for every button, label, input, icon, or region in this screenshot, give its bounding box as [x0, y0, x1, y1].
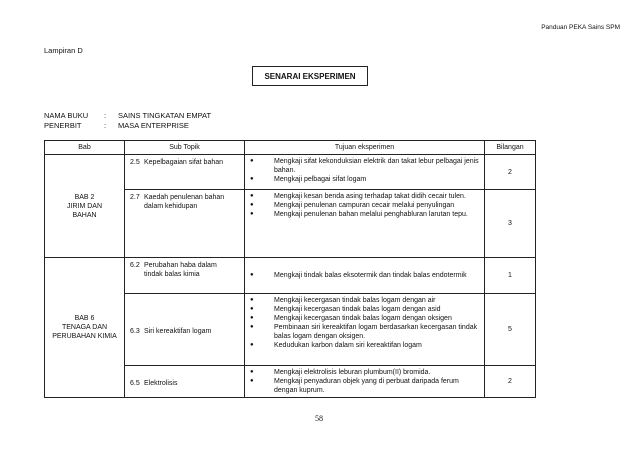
bullet-icon: ● [250, 272, 254, 278]
objective-cell [245, 294, 485, 366]
subtopic-text: Kaedah penulenan bahan dalam kehidupan [144, 194, 225, 210]
objective-text: Pembinaan siri kereaktifan logam berdasarkan kecergasan tindak balas logam dengan oksigen. [274, 324, 478, 340]
list-item [248, 296, 481, 305]
subtopic-cell [125, 190, 245, 258]
objective-text: Mengkaji sifat kekonduksian elektrik dan takat lebur pelbagai jenis bahan. [274, 158, 479, 174]
objective-text: Mengkaji penulenan campuran cecair melalui penyulingan [274, 202, 455, 209]
meta-row-book [44, 111, 211, 120]
bullet-icon: ● [250, 176, 254, 182]
objective-text: Mengkaji pelbagai sifat logam [274, 176, 367, 183]
objective-cell [245, 155, 485, 190]
subtopic-number: 2.7 [130, 194, 140, 201]
list-item [248, 323, 481, 341]
bab-line: BAHAN [72, 211, 97, 219]
subtopic-cell [125, 294, 245, 366]
page-number: 58 [315, 414, 323, 423]
subtopic-cell [125, 366, 245, 398]
page-title: SENARAI EKSPERIMEN [252, 66, 368, 86]
bullet-icon: ● [250, 297, 254, 303]
meta-value: MASA ENTERPRISE [118, 121, 189, 130]
bab-line: BAB 6 [74, 315, 95, 322]
header-subtopik: Sub Topik [125, 141, 245, 155]
table-row [45, 155, 536, 190]
bab-line: PERUBAHAN KIMIA [52, 333, 117, 340]
bab-line: BAB 2 [74, 193, 95, 201]
list-item [248, 192, 481, 201]
bab-line: TENAGA DAN [61, 324, 108, 331]
bab-cell [45, 258, 125, 398]
table-header-row [45, 141, 536, 155]
meta-row-publisher [44, 121, 189, 130]
count-cell: 2 [485, 366, 536, 398]
subtopic-text: Perubahan haba dalam tindak balas kimia [144, 262, 217, 278]
count-cell: 2 [485, 155, 536, 190]
list-item [248, 341, 481, 350]
count-cell: 3 [485, 190, 536, 258]
bab-cell [45, 155, 125, 258]
subtopic-cell [125, 258, 245, 294]
subtopic-number: 6.2 [130, 262, 140, 269]
table-row [45, 258, 536, 294]
list-item [248, 377, 481, 395]
objective-cell [245, 190, 485, 258]
bullet-icon: ● [250, 378, 254, 384]
objective-cell [245, 366, 485, 398]
objective-text: Mengkaji kecergasan tindak balas logam dengan oksigen [274, 315, 452, 322]
bullet-icon: ● [250, 369, 254, 375]
objective-text: Mengkaji elektrolisis leburan plumbum(II) bromida. [274, 369, 431, 376]
bullet-icon: ● [250, 211, 254, 217]
subtopic-number: 6.5 [130, 379, 140, 387]
bullet-icon: ● [250, 306, 254, 312]
header-bilangan: Bilangan [485, 141, 536, 155]
bullet-icon: ● [250, 315, 254, 321]
list-item [248, 314, 481, 323]
bullet-icon: ● [250, 324, 254, 330]
list-item [248, 271, 481, 280]
subtopic-text: Siri kereaktifan logam [144, 327, 212, 335]
objective-text: Mengkaji penyaduran objek yang di perbuat daripada ferum dengan kuprum. [274, 378, 459, 394]
objective-text: Mengkaji kesan benda asing terhadap takat didih cecair tulen. [274, 193, 466, 200]
objective-text: Mengkaji penulenan bahan melalui penghabluran larutan tepu. [274, 211, 468, 218]
objective-text: Kedudukan karbon dalam siri kereaktifan logam [274, 342, 422, 349]
meta-colon: : [104, 111, 107, 120]
subtopic-text: Elektrolisis [144, 379, 178, 387]
count-cell: 5 [485, 294, 536, 366]
list-item [248, 305, 481, 314]
meta-key: PENERBIT [44, 121, 82, 130]
running-header: Panduan PEKA Sains SPM [541, 24, 620, 31]
count-cell: 1 [485, 258, 536, 294]
subtopic-number: 2.5 [130, 159, 140, 166]
header-bab: Bab [45, 141, 125, 155]
list-item [248, 368, 481, 377]
meta-key: NAMA BUKU [44, 111, 89, 120]
objective-text: Mengkaji kecergasan tindak balas logam dengan asid [274, 306, 441, 313]
appendix-label: Lampiran D [44, 46, 83, 55]
list-item [248, 157, 481, 175]
list-item [248, 201, 481, 210]
subtopic-cell [125, 155, 245, 190]
bullet-icon: ● [250, 193, 254, 199]
meta-value: SAINS TINGKATAN EMPAT [118, 111, 212, 120]
list-item [248, 175, 481, 184]
bullet-icon: ● [250, 202, 254, 208]
subtopic-number: 6.3 [130, 327, 140, 335]
bab-line: JIRIM DAN [67, 202, 102, 210]
header-tujuan: Tujuan eksperimen [245, 141, 485, 155]
bullet-icon: ● [250, 342, 254, 348]
objective-text: Mengkaji tindak balas eksotermik dan tindak balas endotermik [274, 272, 467, 279]
objective-cell [245, 258, 485, 294]
meta-colon: : [104, 121, 107, 130]
objective-text: Mengkaji kecergasan tindak balas logam dengan air [274, 297, 436, 304]
subtopic-text: Kepelbagaian sifat bahan [144, 159, 224, 166]
experiment-table [44, 140, 536, 398]
list-item [248, 210, 481, 219]
bullet-icon: ● [250, 158, 254, 164]
